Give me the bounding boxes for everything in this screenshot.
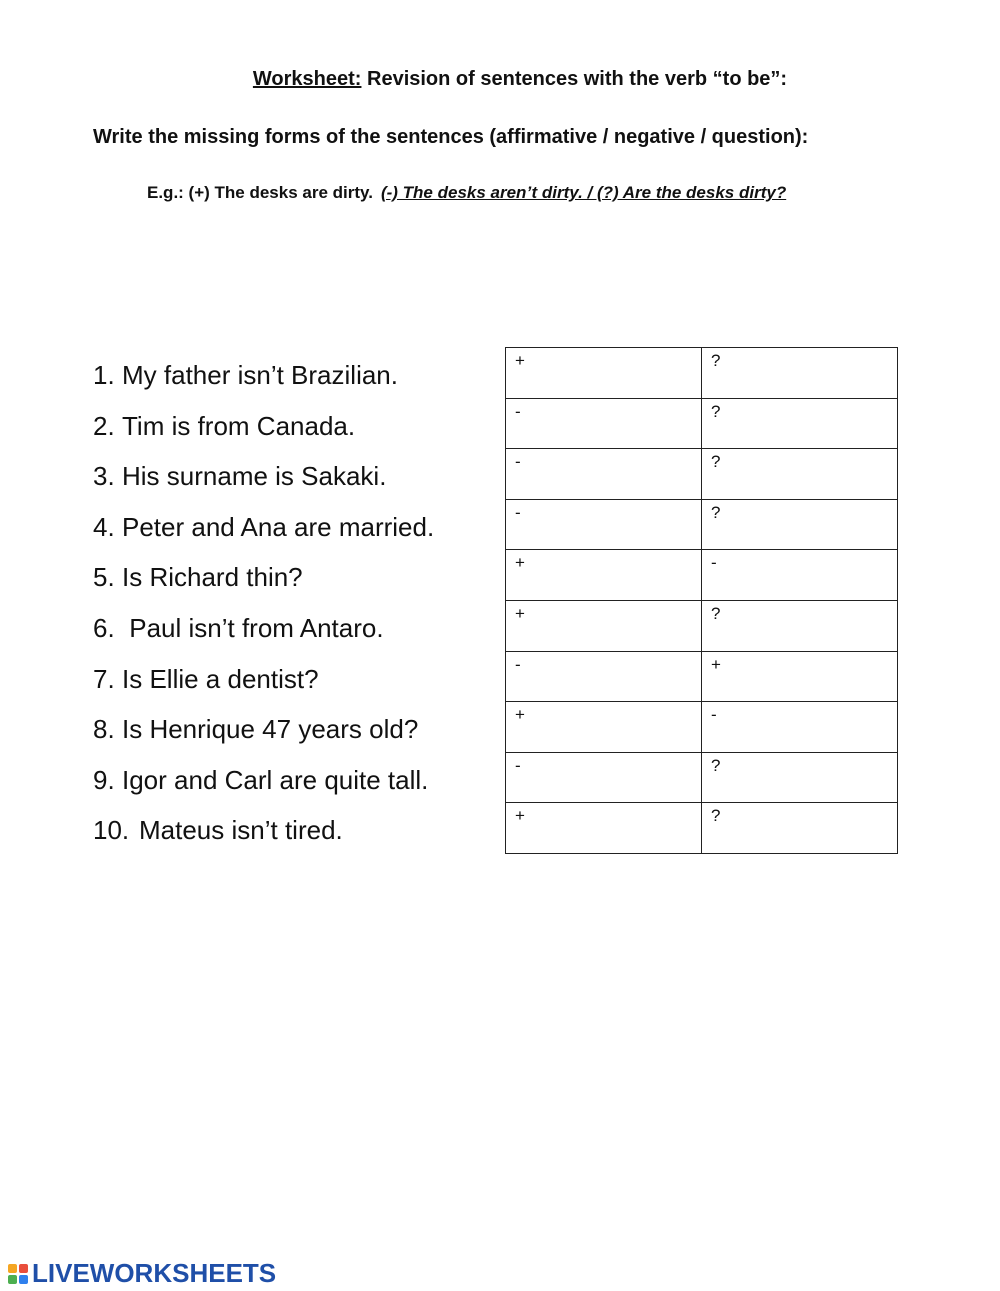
answer-cell-second[interactable] [702,550,898,601]
sentence-text: Is Ellie a dentist? [122,663,319,694]
answer-row [506,702,898,753]
form-symbol: ? [711,502,721,522]
answer-cell-second[interactable] [702,803,898,854]
answer-row [506,499,898,550]
sentence-item [93,760,434,811]
sentence-text: His surname is Sakaki. [122,461,387,492]
form-symbol: ? [711,806,721,826]
example-lead: E.g.: (+) The desks are dirty. [147,183,373,202]
sentence-list [93,355,434,861]
answer-cell-second[interactable] [702,752,898,803]
sentence-text: Is Henrique 47 years old? [122,714,419,745]
answer-cell-first[interactable] [506,803,702,854]
answer-row [506,803,898,854]
sentence-number: 5. [93,562,115,593]
answer-cell-first[interactable] [506,752,702,803]
form-symbol: - [515,502,521,522]
title-text: Revision of sentences with the verb “to be”: [361,68,788,90]
answer-cell-second[interactable] [702,398,898,449]
answer-row [506,651,898,702]
example-answer: (-) The desks aren’t dirty. / (?) Are the desks dirty? [380,183,787,202]
sentence-text: Tim is from Canada. [122,410,356,441]
form-symbol: - [711,705,717,725]
answer-cell-first[interactable] [506,499,702,550]
form-symbol: + [515,553,525,573]
liveworksheets-logo [8,1258,276,1289]
sentence-number: 3. [93,461,115,492]
sentence-number: 2. [93,410,115,441]
sentence-item [93,810,434,861]
sentence-text: My father isn’t Brazilian. [122,360,398,390]
form-symbol: - [515,401,521,421]
sentence-number: 1. [93,360,115,390]
answer-cell-first[interactable] [506,398,702,449]
sentence-item [93,659,434,710]
answer-cell-first[interactable] [506,702,702,753]
form-symbol: + [711,654,721,674]
answer-cell-first[interactable] [506,449,702,500]
sentence-text: Mateus isn’t tired. [139,815,343,846]
form-symbol: ? [711,603,721,623]
sentence-item [93,709,434,760]
sentence-item [93,557,434,608]
answer-cell-first[interactable] [506,348,702,399]
form-symbol: + [515,603,525,623]
sentence-text: Is Richard thin? [122,562,303,593]
answer-row [506,752,898,803]
form-symbol: - [515,755,521,775]
answer-cell-first[interactable] [506,600,702,651]
answer-cell-first[interactable] [506,651,702,702]
title-prefix: Worksheet: [252,68,362,90]
sentence-number: 6. [93,612,115,643]
sentence-text: Paul isn’t from Antaro. [122,612,384,643]
sentence-number: 4. [93,511,115,542]
logo-text: LIVEWORKSHEETS [32,1258,277,1288]
answer-row [506,600,898,651]
answer-row [506,348,898,399]
form-symbol: + [515,351,525,370]
answer-cell-first[interactable] [506,550,702,601]
worksheet-title [0,68,1000,91]
sentence-item [93,507,434,558]
form-symbol: ? [711,755,721,775]
form-symbol: + [515,705,525,725]
answer-row [506,449,898,500]
answer-cell-second[interactable] [702,499,898,550]
answer-row [506,550,898,601]
answer-cell-second[interactable] [702,702,898,753]
form-symbol: - [515,452,521,472]
sentence-text: Igor and Carl are quite tall. [122,764,429,795]
form-symbol: + [515,806,525,826]
sentence-number: 9. [93,764,115,795]
answer-row [506,398,898,449]
sentence-number: 7. [93,663,115,694]
form-symbol: ? [711,351,721,370]
form-symbol: ? [711,452,721,472]
sentence-number: 8. [93,714,115,745]
sentence-number: 10. [93,815,130,846]
form-symbol: - [711,553,717,573]
instruction-text: Write the missing forms of the sentences (affirmative / negative / question): [93,126,809,148]
logo-icon [8,1264,28,1284]
sentence-text: Peter and Ana are married. [122,511,435,542]
form-symbol: - [515,654,521,674]
answer-table [505,347,898,854]
answer-cell-second[interactable] [702,651,898,702]
form-symbol: ? [711,401,721,421]
answer-cell-second[interactable] [702,600,898,651]
answer-cell-second[interactable] [702,449,898,500]
sentence-item [93,456,434,507]
example-line [147,183,786,203]
sentence-item [93,608,434,659]
sentence-item [93,406,434,457]
sentence-item [93,355,434,406]
answer-cell-second[interactable] [702,348,898,399]
